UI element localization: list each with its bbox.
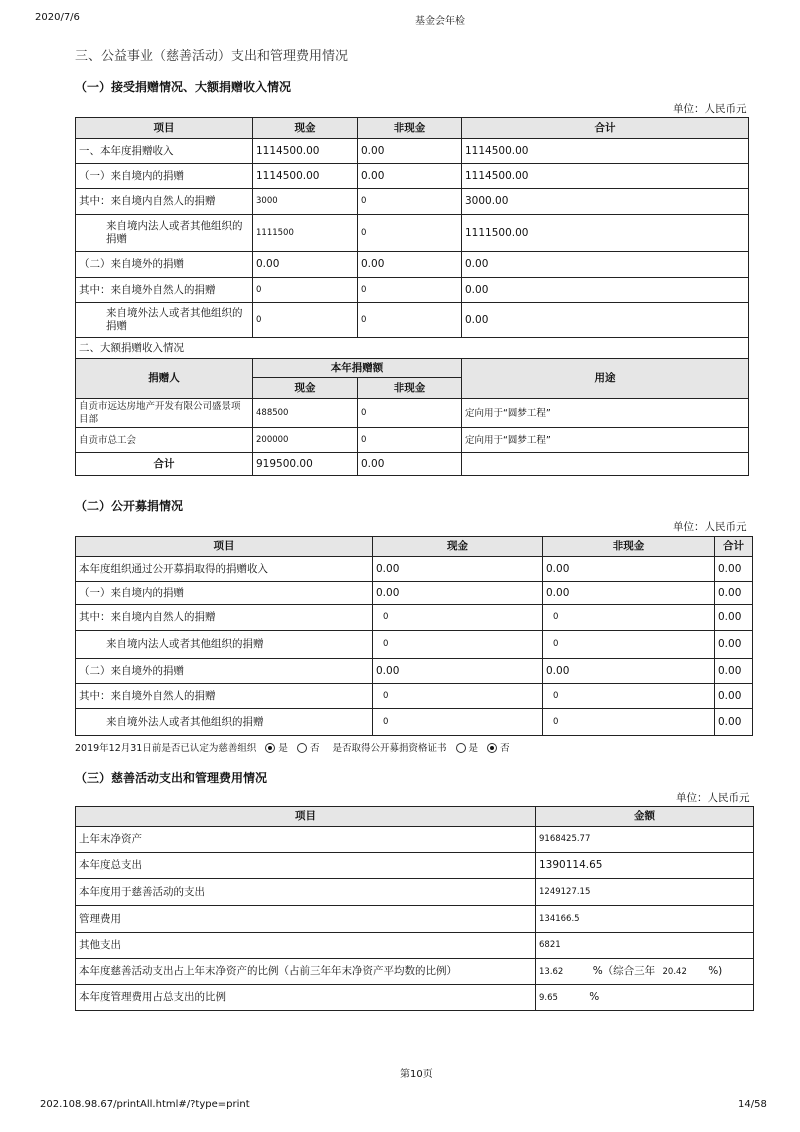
- ratio-end: %: [589, 990, 600, 1003]
- noncash-cell: 0.00: [543, 659, 715, 684]
- table-row: [76, 879, 754, 906]
- cash-cell: 200000: [253, 428, 358, 453]
- noncash-cell: 0.00: [358, 252, 462, 278]
- table-row: [76, 557, 753, 582]
- row-label: 本年度总支出: [76, 853, 536, 879]
- row-label: 其中：来自境外自然人的捐赠: [76, 278, 253, 303]
- print-url: 202.108.98.67/printAll.html#/?type=print: [40, 1099, 250, 1110]
- charity-no-label: 否: [309, 743, 320, 754]
- col-header-item: 项目: [76, 537, 373, 557]
- total-cell: 0.00: [715, 659, 753, 684]
- col-header-total: 合计: [715, 537, 753, 557]
- col-header-amount: 本年捐赠额: [253, 359, 462, 378]
- total-cell: 0.00: [715, 605, 753, 631]
- noncash-cell: 0: [358, 428, 462, 453]
- row-label: 其中：来自境内自然人的捐赠: [76, 189, 253, 215]
- col-header-large-cash: 现金: [253, 378, 358, 399]
- row-label: 上年末净资产: [76, 827, 536, 853]
- total-cell: 0.00: [462, 303, 749, 338]
- row-label: 本年度慈善活动支出占上年末净资产的比例（占前三年年末净资产平均数的比例）: [76, 959, 536, 985]
- large-donation-title-row: [76, 338, 749, 359]
- noncash-cell: 0: [358, 278, 462, 303]
- cash-cell: 0: [253, 278, 358, 303]
- row-label: （一）来自境内的捐赠: [76, 164, 253, 189]
- part2-unit: 单位：人民币元: [673, 521, 747, 533]
- col-header-donor: 捐赠人: [76, 359, 253, 399]
- page-count: 14/58: [738, 1099, 767, 1110]
- print-title: 基金会年检: [415, 16, 465, 27]
- noncash-cell: 0: [358, 303, 462, 338]
- col-header-noncash: 非现金: [543, 537, 715, 557]
- noncash-cell: 0: [543, 709, 715, 736]
- noncash-cell: 0: [358, 399, 462, 428]
- total-use: [462, 453, 749, 476]
- cert-yes-label: 是: [468, 743, 479, 754]
- table-row: [76, 278, 749, 303]
- row-label: 一、本年度捐赠收入: [76, 139, 253, 164]
- total-noncash: 0.00: [358, 453, 462, 476]
- row-label: 本年度用于慈善活动的支出: [76, 879, 536, 906]
- charity-yes-label: 是: [278, 743, 288, 754]
- charity-recognition-question: 2019年12月31日前是否已认定为慈善组织: [75, 743, 257, 754]
- total-cell: 1114500.00: [462, 139, 749, 164]
- col-header-amount: 金额: [536, 807, 754, 827]
- total-cell: 3000.00: [462, 189, 749, 215]
- qualification-questions: [75, 740, 510, 754]
- use-cell: 定向用于“圆梦工程”: [462, 399, 749, 428]
- total-cell: 1114500.00: [462, 164, 749, 189]
- table-row: [76, 215, 749, 252]
- charity-no-radio[interactable]: [297, 743, 307, 753]
- table-row: [76, 959, 754, 985]
- row-label: （二）来自境外的捐赠: [76, 659, 373, 684]
- cash-cell: 0.00: [373, 557, 543, 582]
- col-header-total: 合计: [462, 118, 749, 139]
- row-label: 来自境内法人或者其他组织的捐赠: [76, 215, 253, 252]
- noncash-cell: 0.00: [358, 139, 462, 164]
- row-label: 来自境外法人或者其他组织的捐赠: [76, 709, 373, 736]
- cert-no-radio[interactable]: [487, 743, 497, 753]
- cash-cell: 0: [373, 605, 543, 631]
- noncash-cell: 0: [543, 684, 715, 709]
- cash-cell: 0: [253, 303, 358, 338]
- total-cell: 0.00: [715, 684, 753, 709]
- row-label: 其中：来自境内自然人的捐赠: [76, 605, 373, 631]
- table-row: [76, 985, 754, 1011]
- cash-cell: 1111500: [253, 215, 358, 252]
- table-row: [76, 605, 753, 631]
- row-label: 本年度管理费用占总支出的比例: [76, 985, 536, 1011]
- table-row: [76, 631, 753, 659]
- table-row: [76, 189, 749, 215]
- table-row: [76, 684, 753, 709]
- amount-cell: 9168425.77: [536, 827, 754, 853]
- total-cell: 0.00: [715, 709, 753, 736]
- table-row: [76, 303, 749, 338]
- row-label: 来自境外法人或者其他组织的捐赠: [76, 303, 253, 338]
- table-row: [76, 252, 749, 278]
- total-cell: 0.00: [715, 631, 753, 659]
- section-title: 三、公益事业（慈善活动）支出和管理费用情况: [75, 49, 349, 64]
- table-row: [76, 399, 749, 428]
- row-label: 来自境内法人或者其他组织的捐赠: [76, 631, 373, 659]
- donor-cell: 自贡市总工会: [76, 428, 253, 453]
- total-cash: 919500.00: [253, 453, 358, 476]
- cash-cell: 0: [373, 684, 543, 709]
- part1-unit: 单位：人民币元: [673, 103, 747, 115]
- public-fundraising-table: [75, 536, 753, 736]
- cash-cell: 1114500.00: [253, 139, 358, 164]
- row-label: 其中：来自境外自然人的捐赠: [76, 684, 373, 709]
- ratio-value: 9.65: [539, 992, 558, 1003]
- table-header-row: [76, 118, 749, 139]
- ratio-mid: %（综合三年: [592, 964, 656, 977]
- noncash-cell: 0.00: [358, 164, 462, 189]
- cash-cell: 0.00: [373, 582, 543, 605]
- donor-cell: 自贡市远达房地产开发有限公司盛景项目部: [76, 399, 253, 428]
- noncash-cell: 0.00: [543, 582, 715, 605]
- table-row: [76, 659, 753, 684]
- use-cell: 定向用于“圆梦工程”: [462, 428, 749, 453]
- row-label: 管理费用: [76, 906, 536, 933]
- total-cell: 0.00: [462, 278, 749, 303]
- col-header-item: 项目: [76, 807, 536, 827]
- print-date: 2020/7/6: [35, 12, 80, 23]
- part1-title: （一）接受捐赠情况、大额捐赠收入情况: [75, 80, 292, 94]
- table-row: [76, 933, 754, 959]
- amount-cell: 6821: [536, 933, 754, 959]
- total-row: [76, 453, 749, 476]
- table-row: [76, 428, 749, 453]
- total-cell: 1111500.00: [462, 215, 749, 252]
- ratio-cell: [536, 985, 754, 1011]
- part3-unit: 单位：人民币元: [676, 792, 750, 804]
- noncash-cell: 0: [358, 189, 462, 215]
- row-label: 其他支出: [76, 933, 536, 959]
- noncash-cell: 0.00: [543, 557, 715, 582]
- amount-cell: 1249127.15: [536, 879, 754, 906]
- noncash-cell: 0: [543, 631, 715, 659]
- total-cell: 0.00: [715, 582, 753, 605]
- table-row: [76, 906, 754, 933]
- table-row: [76, 164, 749, 189]
- ratio-value: 13.62: [539, 966, 564, 977]
- fundraising-cert-question: 是否取得公开募捐资格证书: [332, 743, 447, 754]
- cash-cell: 0: [373, 709, 543, 736]
- row-label: （二）来自境外的捐赠: [76, 252, 253, 278]
- table-row: [76, 709, 753, 736]
- table-row: [76, 853, 754, 879]
- cert-yes-radio[interactable]: [456, 743, 466, 753]
- large-donation-title: 二、大额捐赠收入情况: [76, 338, 749, 359]
- col-header-large-noncash: 非现金: [358, 378, 462, 399]
- amount-cell: 134166.5: [536, 906, 754, 933]
- col-header-item: 项目: [76, 118, 253, 139]
- ratio-three-year-value: 20.42: [662, 966, 687, 977]
- col-header-use: 用途: [462, 359, 749, 399]
- cash-cell: 0.00: [373, 659, 543, 684]
- ratio-cell: [536, 959, 754, 985]
- cash-cell: 1114500.00: [253, 164, 358, 189]
- row-label: 本年度组织通过公开募捐取得的捐赠收入: [76, 557, 373, 582]
- ratio-end: %): [708, 964, 723, 977]
- cash-cell: 0: [373, 631, 543, 659]
- cert-no-label: 否: [500, 743, 510, 754]
- total-cell: 0.00: [715, 557, 753, 582]
- col-header-cash: 现金: [373, 537, 543, 557]
- large-header-row: [76, 359, 749, 378]
- noncash-cell: 0: [543, 605, 715, 631]
- cash-cell: 0.00: [253, 252, 358, 278]
- table-header-row: [76, 537, 753, 557]
- part3-title: （三）慈善活动支出和管理费用情况: [75, 771, 268, 785]
- row-label: （一）来自境内的捐赠: [76, 582, 373, 605]
- cash-cell: 3000: [253, 189, 358, 215]
- col-header-noncash: 非现金: [358, 118, 462, 139]
- amount-cell: 1390114.65: [536, 853, 754, 879]
- part2-title: （二）公开募捐情况: [75, 499, 184, 513]
- table-row: [76, 582, 753, 605]
- total-label: 合计: [76, 453, 253, 476]
- noncash-cell: 0: [358, 215, 462, 252]
- col-header-cash: 现金: [253, 118, 358, 139]
- cash-cell: 488500: [253, 399, 358, 428]
- table-row: [76, 827, 754, 853]
- donation-table: [75, 117, 749, 476]
- expenditure-table: [75, 806, 754, 1011]
- page-number: 第10页: [400, 1069, 433, 1080]
- table-row: [76, 139, 749, 164]
- charity-yes-radio[interactable]: [265, 743, 275, 753]
- total-cell: 0.00: [462, 252, 749, 278]
- table-header-row: [76, 807, 754, 827]
